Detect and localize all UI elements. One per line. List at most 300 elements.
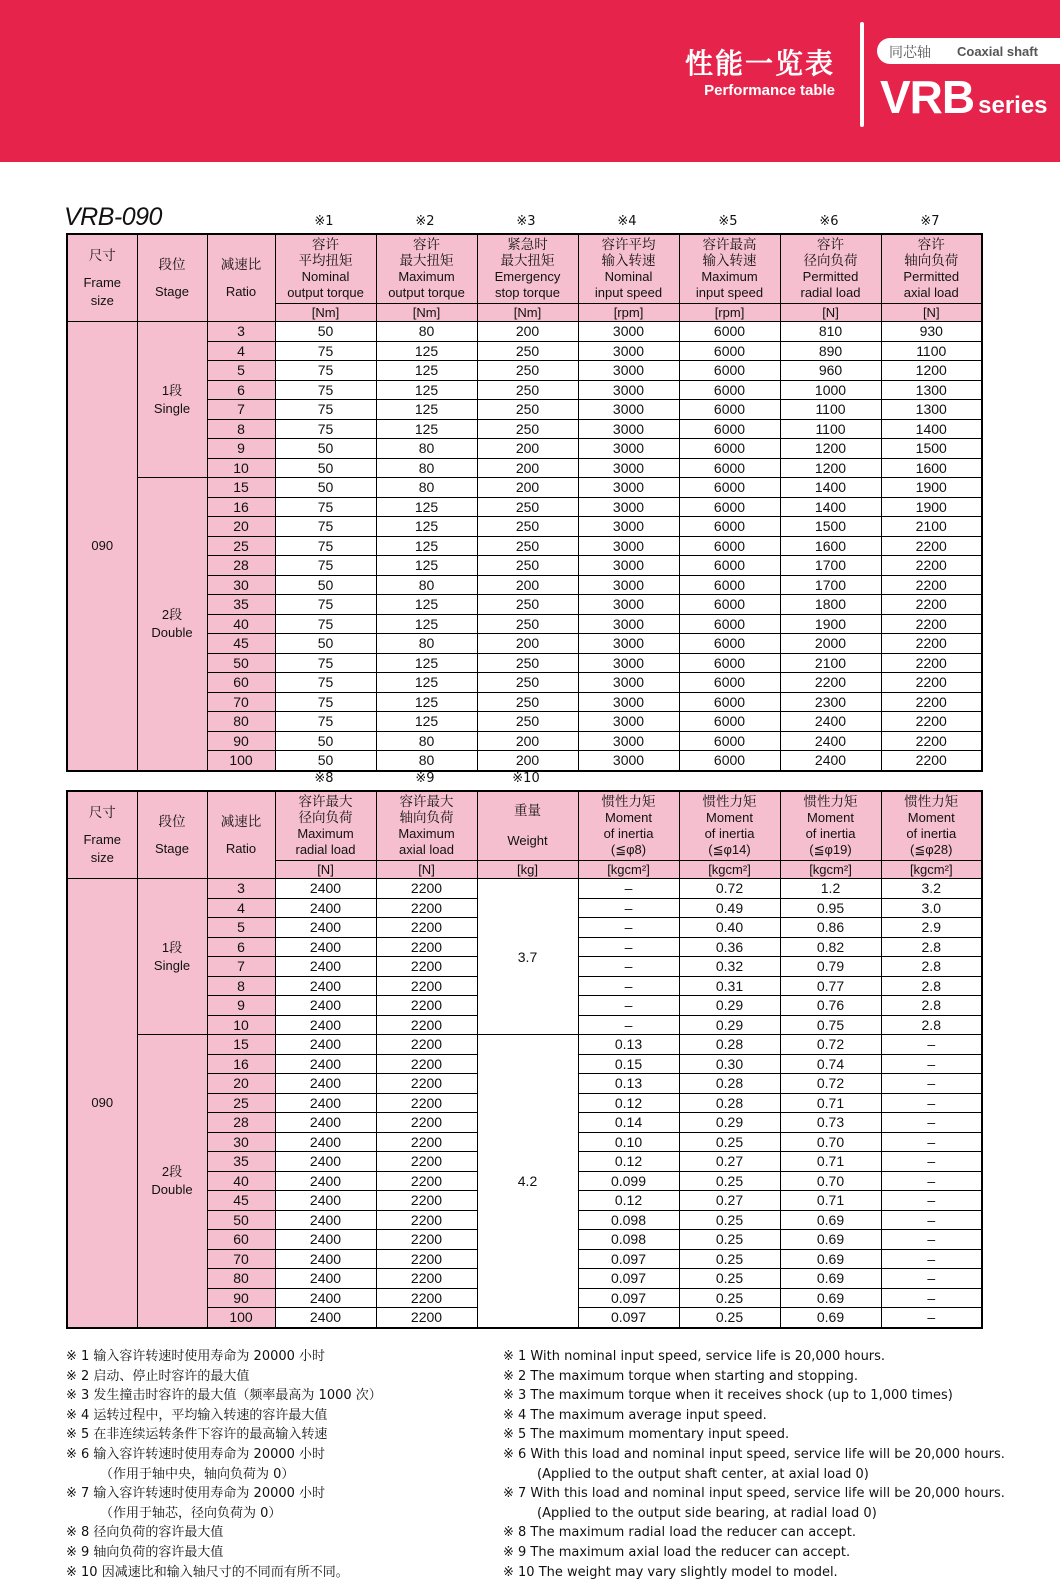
- header-zh-2: 轴向负荷: [399, 810, 454, 826]
- ratio-cell: 16: [207, 497, 275, 517]
- data-cell: 0.69: [780, 1269, 881, 1289]
- header-spacer: [138, 831, 207, 840]
- tag-zh: 同芯轴: [889, 45, 931, 61]
- data-cell: 0.097: [578, 1269, 679, 1289]
- header-en-1: of inertia: [704, 826, 755, 841]
- data-cell: 2400: [275, 1054, 376, 1074]
- data-cell: 200: [477, 634, 578, 654]
- column-header: [275, 234, 376, 304]
- data-cell: 75: [275, 497, 376, 517]
- tag-en: Coaxial shaft: [957, 44, 1038, 59]
- header-zh-2: 最大扭矩: [500, 253, 555, 269]
- data-cell: –: [881, 1249, 982, 1269]
- header-en-1: Emergency: [494, 269, 561, 284]
- ratio-cell: 90: [207, 731, 275, 751]
- header-zh: 尺寸: [88, 804, 116, 821]
- data-cell: 2200: [376, 957, 477, 977]
- data-cell: 1300: [881, 400, 982, 420]
- header-en-2: size: [90, 849, 114, 865]
- footnote-line: ※ 10 因减速比和输入轴尺寸的不同而有所不同。: [66, 1564, 349, 1580]
- stage-en: Single: [153, 957, 191, 973]
- header-en-1: Frame: [83, 831, 122, 847]
- data-cell: 2400: [275, 1171, 376, 1191]
- data-cell: 3000: [578, 751, 679, 771]
- data-cell: 2200: [881, 751, 982, 771]
- performance-table-1: [66, 233, 983, 772]
- data-cell: 0.097: [578, 1308, 679, 1328]
- data-cell: 3000: [578, 322, 679, 342]
- data-cell: 200: [477, 731, 578, 751]
- table-header-row: [67, 791, 982, 861]
- unit-cell: [N]: [881, 304, 982, 322]
- data-cell: 2200: [376, 1054, 477, 1074]
- data-cell: 2200: [376, 918, 477, 938]
- data-cell: 2400: [275, 1308, 376, 1328]
- footnote-line: ※ 1 With nominal input speed, service life is 20,000 hours.: [503, 1349, 886, 1364]
- data-cell: 3000: [578, 419, 679, 439]
- note-marker: ※8: [314, 771, 334, 786]
- data-cell: 80: [376, 322, 477, 342]
- stage-cell: [137, 478, 207, 771]
- data-cell: 6000: [679, 692, 780, 712]
- header-spacer: [68, 265, 137, 274]
- header-divider: [860, 22, 864, 127]
- data-cell: 6000: [679, 673, 780, 693]
- ratio-cell: 20: [207, 517, 275, 537]
- data-cell: 250: [477, 692, 578, 712]
- data-cell: 2400: [275, 1035, 376, 1055]
- unit-cell: [rpm]: [679, 304, 780, 322]
- data-cell: 1500: [881, 439, 982, 459]
- stage-zh: 1段: [161, 939, 183, 955]
- data-cell: 0.31: [679, 976, 780, 996]
- header-en-2: radial load: [295, 842, 356, 857]
- data-cell: 0.69: [780, 1230, 881, 1250]
- data-cell: 200: [477, 322, 578, 342]
- header-cell: [67, 234, 137, 322]
- ratio-cell: 50: [207, 1210, 275, 1230]
- data-cell: 0.71: [780, 1191, 881, 1211]
- data-cell: 2400: [780, 751, 881, 771]
- data-cell: 250: [477, 419, 578, 439]
- ratio-cell: 10: [207, 1015, 275, 1035]
- data-cell: 2200: [780, 673, 881, 693]
- data-cell: 125: [376, 595, 477, 615]
- data-cell: 250: [477, 673, 578, 693]
- data-cell: –: [578, 898, 679, 918]
- ratio-cell: 3: [207, 879, 275, 899]
- data-cell: 6000: [679, 458, 780, 478]
- data-cell: 0.10: [578, 1132, 679, 1152]
- data-cell: 125: [376, 517, 477, 537]
- data-cell: 80: [376, 751, 477, 771]
- data-cell: 2400: [275, 976, 376, 996]
- data-cell: –: [881, 1269, 982, 1289]
- data-cell: 6000: [679, 595, 780, 615]
- header-en-1: of inertia: [805, 826, 856, 841]
- footnote-line: ※ 4 The maximum average input speed.: [503, 1407, 767, 1423]
- note-marker: ※4: [617, 214, 637, 229]
- data-cell: 2200: [881, 712, 982, 732]
- data-cell: 80: [376, 634, 477, 654]
- data-cell: 2400: [275, 996, 376, 1016]
- header-banner: [0, 0, 1060, 162]
- data-cell: 0.098: [578, 1230, 679, 1250]
- data-cell: 2.8: [881, 937, 982, 957]
- header-zh-1: 容许: [917, 237, 945, 253]
- data-cell: 2200: [881, 634, 982, 654]
- data-cell: 2.8: [881, 996, 982, 1016]
- note-marker: ※7: [920, 214, 940, 229]
- data-cell: –: [881, 1113, 982, 1133]
- column-header: [780, 791, 881, 861]
- data-cell: 1900: [881, 497, 982, 517]
- data-cell: –: [881, 1035, 982, 1055]
- unit-cell: [kgcm²]: [881, 861, 982, 879]
- data-cell: 6000: [679, 731, 780, 751]
- footnote-line: ※ 9 轴向负荷的容许最大值: [66, 1544, 224, 1560]
- data-cell: –: [578, 879, 679, 899]
- footnote-line: ※ 2 启动、停止时容许的最大值: [66, 1368, 250, 1384]
- data-cell: 75: [275, 712, 376, 732]
- header-zh-1: 惯性力矩: [803, 794, 858, 810]
- data-cell: 125: [376, 361, 477, 381]
- header-zh-1: 容许最高: [702, 237, 757, 253]
- data-cell: –: [881, 1152, 982, 1172]
- data-cell: –: [578, 957, 679, 977]
- column-header: [780, 234, 881, 304]
- data-cell: 80: [376, 575, 477, 595]
- data-cell: 125: [376, 556, 477, 576]
- data-cell: 2.9: [881, 918, 982, 938]
- data-cell: 0.79: [780, 957, 881, 977]
- header-en-1: Ratio: [225, 283, 257, 299]
- data-cell: 3.2: [881, 879, 982, 899]
- data-cell: 2200: [881, 595, 982, 615]
- header-cell: [67, 791, 137, 879]
- column-header: [578, 791, 679, 861]
- data-cell: 75: [275, 556, 376, 576]
- header-zh-1: 惯性力矩: [702, 794, 757, 810]
- series-big: VRB: [880, 71, 975, 123]
- data-cell: 6000: [679, 712, 780, 732]
- data-cell: 1200: [780, 458, 881, 478]
- data-cell: 0.25: [679, 1171, 780, 1191]
- ratio-cell: 4: [207, 341, 275, 361]
- title-en: Performance table: [704, 82, 835, 99]
- data-cell: 890: [780, 341, 881, 361]
- column-header: [881, 791, 982, 861]
- data-cell: 3000: [578, 556, 679, 576]
- data-cell: 0.25: [679, 1269, 780, 1289]
- unit-cell: [N]: [780, 304, 881, 322]
- data-cell: 2400: [275, 1210, 376, 1230]
- ratio-cell: 28: [207, 556, 275, 576]
- data-cell: 0.25: [679, 1308, 780, 1328]
- ratio-cell: 6: [207, 937, 275, 957]
- data-cell: 0.29: [679, 996, 780, 1016]
- footnote-line: ※ 2 The maximum torque when starting and stopping.: [503, 1368, 859, 1384]
- note-marker: ※6: [819, 214, 839, 229]
- data-cell: 75: [275, 419, 376, 439]
- note-marker: ※3: [516, 214, 536, 229]
- header-zh-1: 容许最大: [298, 794, 353, 810]
- data-cell: 1800: [780, 595, 881, 615]
- data-cell: 50: [275, 439, 376, 459]
- data-cell: 3000: [578, 458, 679, 478]
- footnotes-zh: [66, 1347, 382, 1582]
- ratio-cell: 50: [207, 653, 275, 673]
- data-cell: 125: [376, 673, 477, 693]
- data-cell: 0.25: [679, 1249, 780, 1269]
- data-cell: 3000: [578, 439, 679, 459]
- ratio-cell: 70: [207, 1249, 275, 1269]
- table-header-row: [67, 234, 982, 304]
- header-zh: 减速比: [220, 256, 262, 273]
- ratio-cell: 25: [207, 1093, 275, 1113]
- data-cell: 0.12: [578, 1093, 679, 1113]
- data-cell: 1.2: [780, 879, 881, 899]
- header-en-1: Permitted: [903, 269, 960, 284]
- data-cell: 2200: [376, 1015, 477, 1035]
- column-header: [578, 234, 679, 304]
- data-cell: 2400: [780, 712, 881, 732]
- data-cell: 0.74: [780, 1054, 881, 1074]
- data-cell: 75: [275, 653, 376, 673]
- ratio-cell: 9: [207, 996, 275, 1016]
- data-cell: 2200: [881, 614, 982, 634]
- data-cell: –: [881, 1308, 982, 1328]
- data-cell: 250: [477, 536, 578, 556]
- data-cell: 0.95: [780, 898, 881, 918]
- data-cell: 200: [477, 751, 578, 771]
- data-cell: 2200: [376, 879, 477, 899]
- footnote-line: (Applied to the output shaft center, at axial load 0): [537, 1466, 869, 1482]
- ratio-cell: 7: [207, 400, 275, 420]
- data-cell: 0.27: [679, 1152, 780, 1172]
- data-cell: 2400: [275, 1074, 376, 1094]
- header-en-1: Stage: [155, 840, 189, 856]
- footnote-line: ※ 6 With this load and nominal input speed, service life will be 20,000 hours.: [503, 1446, 1005, 1462]
- data-cell: 810: [780, 322, 881, 342]
- data-cell: 250: [477, 614, 578, 634]
- note-marker: ※5: [718, 214, 738, 229]
- ratio-cell: 6: [207, 380, 275, 400]
- data-cell: –: [578, 918, 679, 938]
- data-cell: 0.40: [679, 918, 780, 938]
- data-cell: –: [578, 976, 679, 996]
- header-zh-1: 惯性力矩: [601, 794, 656, 810]
- data-cell: 0.28: [679, 1074, 780, 1094]
- data-cell: 3000: [578, 536, 679, 556]
- header-zh-2: Moment: [605, 810, 652, 825]
- header-zh: 段位: [158, 256, 186, 273]
- data-cell: 0.30: [679, 1054, 780, 1074]
- footnote-line: （作用于轴中央，轴向负荷为 0）: [100, 1466, 295, 1482]
- header-en-1: Weight: [507, 833, 548, 848]
- table-row: [67, 1035, 982, 1055]
- data-cell: 75: [275, 517, 376, 537]
- data-cell: 75: [275, 673, 376, 693]
- data-cell: 200: [477, 458, 578, 478]
- header-en-2: size: [90, 292, 114, 308]
- weight-cell: 3.7: [477, 879, 578, 1035]
- data-cell: 1900: [881, 478, 982, 498]
- data-cell: 0.25: [679, 1288, 780, 1308]
- header-zh-1: 容许: [817, 237, 844, 253]
- data-cell: 50: [275, 322, 376, 342]
- data-cell: 80: [376, 731, 477, 751]
- footnote-line: ※ 10 The weight may vary slightly model to model.: [503, 1564, 838, 1580]
- table1-note-markers: [0, 214, 1060, 230]
- data-cell: 0.14: [578, 1113, 679, 1133]
- data-cell: 2200: [376, 996, 477, 1016]
- data-cell: 2400: [275, 1113, 376, 1133]
- data-cell: 0.77: [780, 976, 881, 996]
- footnote-line: ※ 5 在非连续运转条件下容许的最高输入转速: [66, 1427, 328, 1443]
- data-cell: 2200: [376, 1132, 477, 1152]
- data-cell: 2200: [376, 1171, 477, 1191]
- data-cell: 0.28: [679, 1035, 780, 1055]
- header-en-2: (≦φ19): [809, 842, 852, 857]
- data-cell: 1700: [780, 575, 881, 595]
- data-cell: 3.0: [881, 898, 982, 918]
- ratio-cell: 7: [207, 957, 275, 977]
- data-cell: –: [881, 1054, 982, 1074]
- footnote-line: ※ 6 输入容许转速时使用寿命为 20000 小时: [66, 1446, 326, 1462]
- ratio-cell: 45: [207, 1191, 275, 1211]
- data-cell: 1100: [881, 341, 982, 361]
- data-cell: 2400: [780, 731, 881, 751]
- frame-size-cell: 090: [67, 879, 137, 1328]
- data-cell: 960: [780, 361, 881, 381]
- header-zh-2: Moment: [706, 810, 753, 825]
- data-cell: 2200: [881, 575, 982, 595]
- data-cell: 2200: [376, 976, 477, 996]
- data-cell: 1700: [780, 556, 881, 576]
- data-cell: 75: [275, 614, 376, 634]
- ratio-cell: 4: [207, 898, 275, 918]
- data-cell: 2200: [376, 1152, 477, 1172]
- data-cell: 0.76: [780, 996, 881, 1016]
- data-cell: 2200: [376, 1269, 477, 1289]
- footnote-line: ※ 5 The maximum momentary input speed.: [503, 1427, 790, 1443]
- unit-cell: [N]: [275, 861, 376, 879]
- ratio-cell: 20: [207, 1074, 275, 1094]
- data-cell: 3000: [578, 712, 679, 732]
- note-marker: ※10: [512, 771, 540, 786]
- data-cell: 2200: [376, 898, 477, 918]
- data-cell: 250: [477, 400, 578, 420]
- data-cell: 2200: [881, 536, 982, 556]
- data-cell: 0.71: [780, 1093, 881, 1113]
- data-cell: 2200: [881, 673, 982, 693]
- data-cell: 200: [477, 575, 578, 595]
- data-cell: 3000: [578, 341, 679, 361]
- ratio-cell: 60: [207, 1230, 275, 1250]
- header-zh-2: 输入转速: [601, 253, 656, 269]
- data-cell: 125: [376, 692, 477, 712]
- data-cell: 0.82: [780, 937, 881, 957]
- data-cell: 0.097: [578, 1288, 679, 1308]
- data-cell: 3000: [578, 478, 679, 498]
- column-header: [376, 791, 477, 861]
- data-cell: 1200: [881, 361, 982, 381]
- data-cell: 0.70: [780, 1132, 881, 1152]
- data-cell: 1400: [780, 497, 881, 517]
- header-zh-2: 径向负荷: [803, 253, 858, 269]
- data-cell: 2100: [780, 653, 881, 673]
- data-cell: 3000: [578, 634, 679, 654]
- footnotes-en: [503, 1347, 1005, 1582]
- data-cell: 6000: [679, 400, 780, 420]
- data-cell: 125: [376, 497, 477, 517]
- column-header: [477, 234, 578, 304]
- data-cell: 2200: [376, 1249, 477, 1269]
- header-en-1: Frame: [83, 274, 122, 290]
- ratio-cell: 5: [207, 918, 275, 938]
- data-cell: 50: [275, 731, 376, 751]
- data-cell: 0.25: [679, 1230, 780, 1250]
- header-en-1: Permitted: [802, 269, 859, 284]
- data-cell: 2400: [275, 918, 376, 938]
- data-cell: 6000: [679, 419, 780, 439]
- data-cell: 6000: [679, 497, 780, 517]
- header-en-2: (≦φ8): [610, 842, 647, 857]
- data-cell: 2200: [376, 1308, 477, 1328]
- header-spacer: [208, 274, 275, 283]
- data-cell: 6000: [679, 517, 780, 537]
- data-cell: 0.13: [578, 1035, 679, 1055]
- data-cell: 1600: [780, 536, 881, 556]
- data-cell: 50: [275, 634, 376, 654]
- data-cell: 0.27: [679, 1191, 780, 1211]
- column-header: [881, 234, 982, 304]
- data-cell: 0.69: [780, 1210, 881, 1230]
- data-cell: –: [881, 1230, 982, 1250]
- data-cell: 6000: [679, 653, 780, 673]
- column-header: [275, 791, 376, 861]
- data-cell: 0.73: [780, 1113, 881, 1133]
- data-cell: –: [881, 1074, 982, 1094]
- ratio-cell: 60: [207, 673, 275, 693]
- data-cell: 6000: [679, 341, 780, 361]
- data-cell: 3000: [578, 673, 679, 693]
- stage-zh: 1段: [161, 382, 183, 398]
- data-cell: 3000: [578, 400, 679, 420]
- data-cell: 3000: [578, 731, 679, 751]
- header-en-1: Nominal: [301, 269, 350, 284]
- ratio-cell: 100: [207, 751, 275, 771]
- header-cell: [207, 234, 275, 322]
- ratio-cell: 35: [207, 595, 275, 615]
- data-cell: 125: [376, 712, 477, 732]
- data-cell: 2400: [275, 1191, 376, 1211]
- unit-cell: [kgcm²]: [578, 861, 679, 879]
- header-en-2: axial load: [903, 285, 959, 300]
- header-en-1: Maximum: [297, 826, 354, 841]
- ratio-cell: 3: [207, 322, 275, 342]
- footnote-line: ※ 3 发生撞击时容许的最大值（频率最高为 1000 次）: [66, 1388, 382, 1404]
- data-cell: 2200: [376, 1074, 477, 1094]
- data-cell: 2000: [780, 634, 881, 654]
- data-cell: –: [881, 1210, 982, 1230]
- data-cell: 1100: [780, 419, 881, 439]
- ratio-cell: 15: [207, 1035, 275, 1055]
- header-en-1: Maximum: [398, 269, 455, 284]
- data-cell: 125: [376, 614, 477, 634]
- footnote-line: (Applied to the output side bearing, at radial load 0): [537, 1505, 877, 1521]
